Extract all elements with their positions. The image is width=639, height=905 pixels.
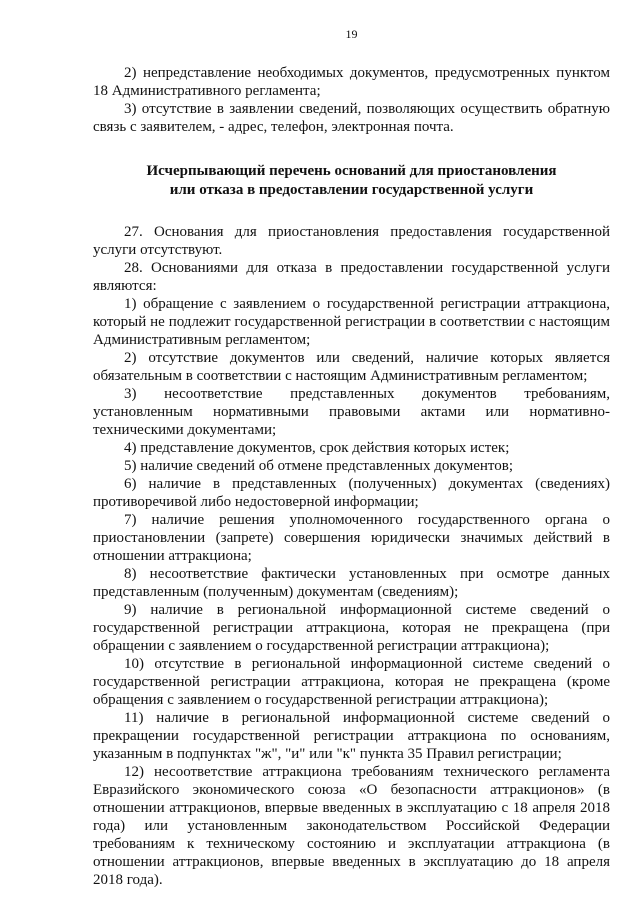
reason-item-10: 10) отсутствие в региональной информационной системе сведений о государственной регистрации аттракциона, которая не прекращена (кроме обращения с заявлением о государственной регистрации аттракциона); xyxy=(93,656,610,708)
reason-item-1: 1) обращение с заявлением о государственной регистрации аттракциона, который не подлежит государственной регистрации в соответствии с настоящим Административным регламентом; xyxy=(93,296,610,348)
spacer xyxy=(93,199,610,223)
intro-item-3: 3) отсутствие в заявлении сведений, позволяющих осуществить обратную связь с заявителем, - адрес, телефон, электронная почта. xyxy=(93,101,610,135)
reason-item-3: 3) несоответствие представленных документов требованиям, установленным нормативными правовыми актами или нормативно-техническими документами; xyxy=(93,386,610,438)
intro-item-2: 2) непредставление необходимых документов, предусмотренных пунктом 18 Административного регламента; xyxy=(93,65,610,99)
reason-item-4: 4) представление документов, срок действия которых истек; xyxy=(124,440,510,456)
reason-item-11: 11) наличие в региональной информационной системе сведений о прекращении государственной регистрации аттракциона по основаниям, указанным в подпунктах "ж", "и" или "к" пункта 35 Правил регистрации; xyxy=(93,710,610,762)
reason-item-9: 9) наличие в региональной информационной системе сведений о государственной регистрации аттракциона, которая не прекращена (при обращении с заявлением о государственной регистрации аттракциона); xyxy=(93,602,610,654)
section-heading xyxy=(93,162,610,199)
reason-item-8: 8) несоответствие фактически установленных при осмотре данных представленным (полученным) документам (сведениям); xyxy=(93,566,610,600)
reason-item-2: 2) отсутствие документов или сведений, наличие которых является обязательным в соответствии с настоящим Административным регламентом; xyxy=(93,350,610,384)
document-page xyxy=(93,26,610,889)
spacer xyxy=(93,136,610,162)
paragraph-28: 28. Основаниями для отказа в предоставлении государственной услуги являются: xyxy=(93,260,610,294)
page-number: 19 xyxy=(345,27,358,41)
reason-item-7: 7) наличие решения уполномоченного государственного органа о приостановлении (запрете) совершения юридически значимых действий в отношении аттракциона; xyxy=(93,512,610,564)
section-heading-line-2: или отказа в предоставлении государственной услуги xyxy=(169,181,534,198)
paragraph-27: 27. Основания для приостановления предоставления государственной услуги отсутствуют. xyxy=(93,224,610,258)
reason-item-5: 5) наличие сведений об отмене представленных документов; xyxy=(124,458,513,474)
reason-item-6: 6) наличие в представленных (полученных) документах (сведениях) противоречивой либо недостоверной информации; xyxy=(93,476,610,510)
section-heading-line-1: Исчерпывающий перечень оснований для приостановления xyxy=(146,163,557,179)
reason-item-12: 12) несоответствие аттракциона требованиям технического регламента Евразийского экономического союза «О безопасности аттракционов» (в отношении аттракционов, впервые введенных в эксплуатацию с 18 апреля 2018 года) или установленным законодательством Российской Федерации требованиям к техническому состоянию и эксплуатации аттракциона (в отношении аттракционов, впервые введенных в эксплуатацию до 18 апреля 2018 года). xyxy=(93,764,610,888)
